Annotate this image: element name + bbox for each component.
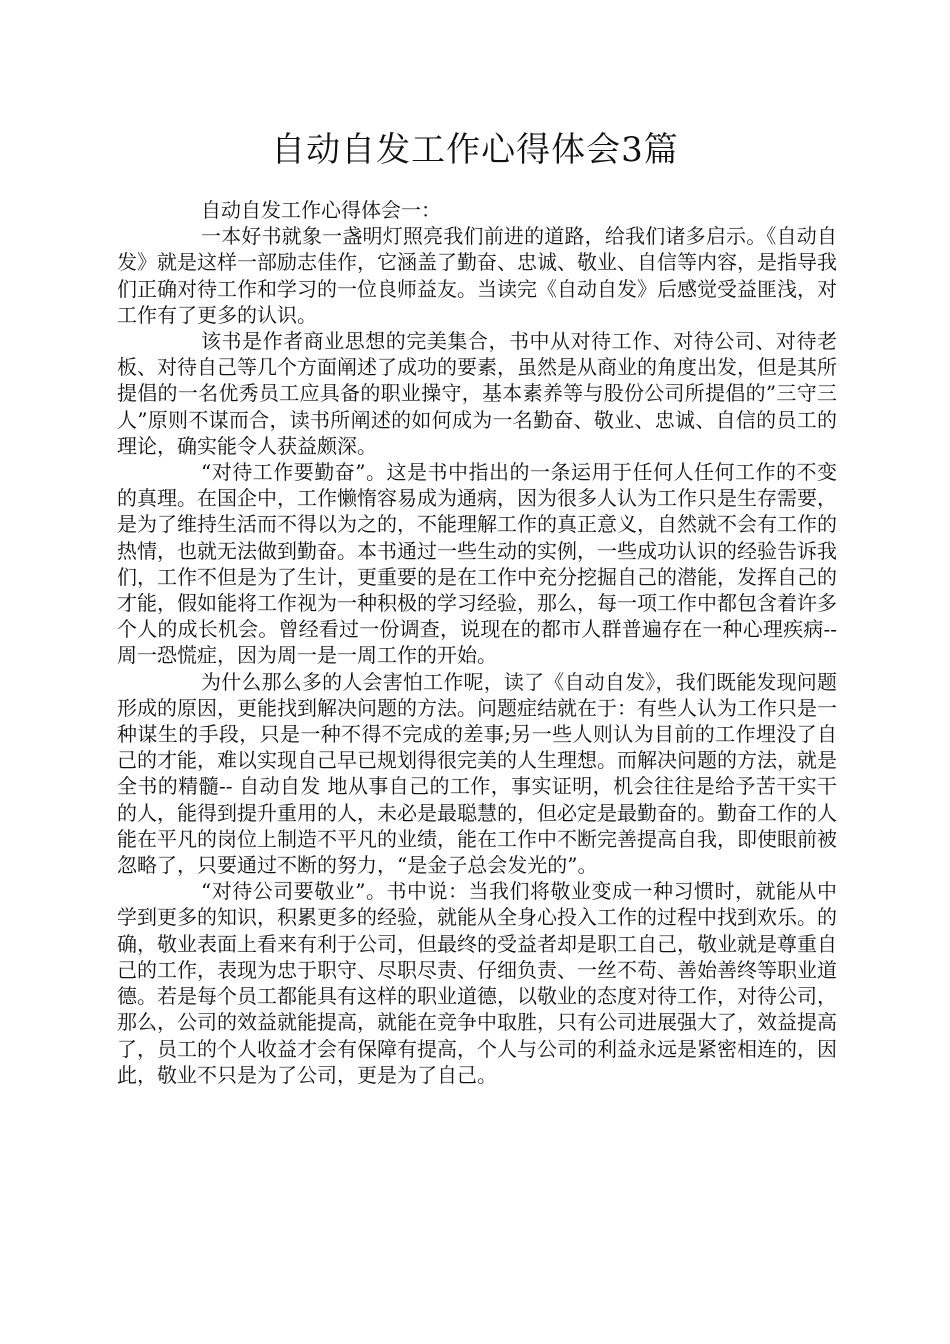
document-body <box>117 197 837 1088</box>
paragraph: 该书是作者商业思想的完美集合，书中从对待工作、对待公司、对待老板、对待自己等几个方面阐述了成功的要素，虽然是从商业的角度出发，但是其所提倡的一名优秀员工应具备的职业操守，基本素养等与股份公司所提倡的”三守三人”原则不谋而合，读书所阐述的如何成为一名勤奋、敬业、忠诚、自信的员工的理论，确实能令人获益颇深。 <box>117 329 837 458</box>
paragraph: “对待工作要勤奋”。这是书中指出的一条运用于任何人任何工作的不变的真理。在国企中，工作懒惰容易成为通病，因为很多人认为工作只是生存需要，是为了维持生活而不得以为之的，不能理解工作的真正意义，自然就不会有工作的热情，也就无法做到勤奋。本书通过一些生动的实例，一些成功认识的经验告诉我们，工作不但是为了生计，更重要的是在工作中充分挖掘自己的潜能，发挥自己的才能，假如能将工作视为一种积极的学习经验，那么，每一项工作中都包含着许多个人的成长机会。曾经看过一份调查，说现在的都市人群普遍存在一种心理疾病--周一恐慌症，因为周一是一周工作的开始。 <box>117 460 837 668</box>
document-title: 自动自发工作心得体会3篇 <box>271 130 679 170</box>
paragraph: “对待公司要敬业”。书中说：当我们将敬业变成一种习惯时，就能从中学到更多的知识，积累更多的经验，就能从全身心投入工作的过程中找到欢乐。的确，敬业表面上看来有利于公司，但最终的受益者却是职工自己，敬业就是尊重自己的工作，表现为忠于职守、尽职尽责、仔细负责、一丝不苟、善始善终等职业道德。若是每个员工都能具有这样的职业道德，以敬业的态度对待工作，对待公司，那么，公司的效益就能提高，就能在竞争中取胜，只有公司进展强大了，效益提高了，员工的个人收益才会有保障有提高，个人与公司的利益永远是紧密相连的，因此，敬业不只是为了公司，更是为了自己。 <box>117 879 837 1087</box>
paragraph-heading: 自动自发工作心得体会一： <box>201 198 441 222</box>
paragraph: 一本好书就象一盏明灯照亮我们前进的道路，给我们诸多启示。《自动自发》就是这样一部励志佳作，它涵盖了勤奋、忠诚、敬业、自信等内容，是指导我们正确对待工作和学习的一位良师益友。当读完《自动自发》后感觉受益匪浅，对工作有了更多的认识。 <box>117 224 837 327</box>
paragraph: 为什么那么多的人会害怕工作呢，读了《自动自发》，我们既能发现问题形成的原因，更能找到解决问题的方法。问题症结就在于：有些人认为工作只是一种谋生的手段，只是一种不得不完成的差事;另一些人则认为目前的工作埋没了自己的才能，难以实现自己早已规划得很完美的人生理想。而解决问题的方法，就是全书的精髓-- 自动自发 地从事自己的工作，事实证明，机会往往是给予苦干实干的人，能得到提升重用的人，未必是最聪慧的，但必定是最勤奋的。勤奋工作的人能在平凡的岗位上制造不平凡的业绩，能在工作中不断完善提高自我，即使眼前被忽略了，只要通过不断的努力，“是金子总会发光的”。 <box>117 669 837 878</box>
